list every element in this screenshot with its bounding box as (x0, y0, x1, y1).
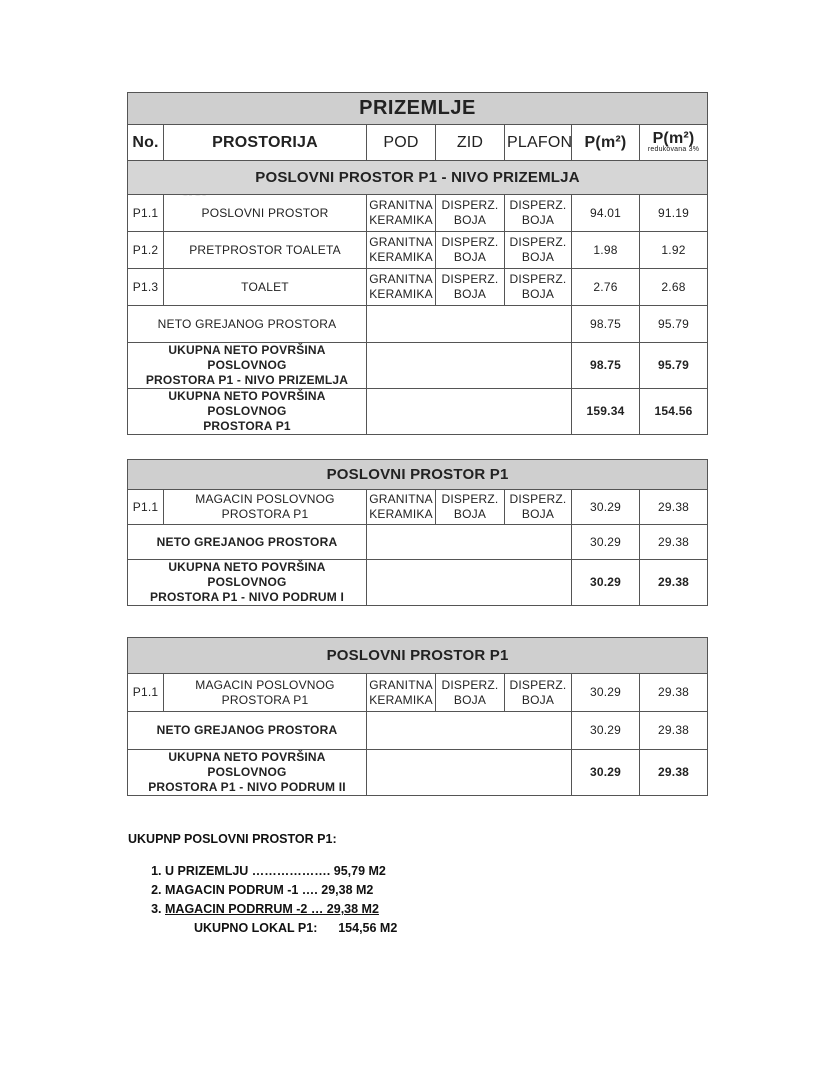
total-row (128, 343, 708, 389)
total-row (128, 750, 708, 796)
row-plafon: DISPERZ. BOJA (505, 490, 572, 525)
row-no: P1.2 (128, 232, 164, 269)
row-name: MAGACIN POSLOVNOG PROSTORA P1 (164, 674, 367, 712)
row-no: P1.1 (128, 195, 164, 232)
col-header-no: No. (128, 125, 164, 161)
neto-label: NETO GREJANOG PROSTORA (128, 712, 367, 750)
row-p: 30.29 (572, 674, 640, 712)
row-plafon: DISPERZ. BOJA (505, 674, 572, 712)
row-name: PRETPROSTOR TOALETA (164, 232, 367, 269)
row-plafon: DISPERZ. BOJA (505, 195, 572, 232)
row-no: P1.3 (128, 269, 164, 306)
row-p-reduced: 29.38 (640, 490, 708, 525)
table-row (128, 269, 708, 306)
neto-empty (367, 306, 572, 343)
table-row (128, 195, 708, 232)
total-p-reduced: 95.79 (640, 343, 708, 389)
neto-label: NETO GREJANOG PROSTORA (128, 525, 367, 560)
summary-item: 2. MAGACIN PODRUM -1 …. 29,38 M2 (165, 881, 397, 900)
row-p: 30.29 (572, 490, 640, 525)
table-title: PRIZEMLJE (128, 93, 708, 125)
total-p-reduced: 29.38 (640, 750, 708, 796)
total-empty (367, 750, 572, 796)
row-plafon: DISPERZ. BOJA (505, 269, 572, 306)
row-zid: DISPERZ. BOJA (436, 232, 505, 269)
grand-total-label: UKUPNA NETO POVRŠINA POSLOVNOG PROSTORA P1 (128, 389, 367, 435)
row-p: 1.98 (572, 232, 640, 269)
total-row (128, 560, 708, 606)
neto-empty (367, 712, 572, 750)
neto-label: NETO GREJANOG PROSTORA (128, 306, 367, 343)
grand-total-empty (367, 389, 572, 435)
row-name: POSLOVNI PROSTOR (164, 195, 367, 232)
row-zid: DISPERZ. BOJA (436, 674, 505, 712)
summary-item: 1. U PRIZEMLJU ………………. 95,79 M2 (165, 862, 397, 881)
summary-section (128, 832, 397, 938)
neto-p: 30.29 (572, 712, 640, 750)
neto-p: 30.29 (572, 525, 640, 560)
total-p: 30.29 (572, 750, 640, 796)
row-name: MAGACIN POSLOVNOG PROSTORA P1 (164, 490, 367, 525)
section-header: POSLOVNI PROSTOR P1 - NIVO PRIZEMLJA (128, 161, 708, 195)
neto-p-reduced: 95.79 (640, 306, 708, 343)
row-p: 2.76 (572, 269, 640, 306)
total-p: 30.29 (572, 560, 640, 606)
col-header-p-reduced-label: P(m²) (652, 130, 695, 147)
col-header-p: P(m²) (572, 125, 640, 161)
row-pod: GRANITNA KERAMIKA (367, 195, 436, 232)
total-empty (367, 343, 572, 389)
summary-title: UKUPNP POSLOVNI PROSTOR P1: (128, 832, 337, 846)
grand-total-p-reduced: 154.56 (640, 389, 708, 435)
total-label: UKUPNA NETO POVRŠINA POSLOVNOG PROSTORA P1 - NIVO PRIZEMLJA (128, 343, 367, 389)
total-label: UKUPNA NETO POVRŠINA POSLOVNOG PROSTORA P1 - NIVO PODRUM I (128, 560, 367, 606)
neto-p: 98.75 (572, 306, 640, 343)
neto-row (128, 525, 708, 560)
neto-empty (367, 525, 572, 560)
neto-row (128, 306, 708, 343)
total-empty (367, 560, 572, 606)
col-header-plafon: PLAFON (505, 125, 572, 161)
summary-list (128, 862, 397, 919)
podrum-2-table (127, 637, 708, 796)
table-row (128, 490, 708, 525)
col-header-prostorija: PROSTORIJA (164, 125, 367, 161)
neto-p-reduced: 29.38 (640, 712, 708, 750)
summary-item: 3. MAGACIN PODRRUM -2 … 29,38 M2 (165, 900, 397, 919)
total-p: 98.75 (572, 343, 640, 389)
row-zid: DISPERZ. BOJA (436, 269, 505, 306)
prizemlje-table (127, 92, 708, 435)
table-row (128, 674, 708, 712)
row-p-reduced: 91.19 (640, 195, 708, 232)
row-pod: GRANITNA KERAMIKA (367, 490, 436, 525)
table-row (128, 232, 708, 269)
grand-total-row (128, 389, 708, 435)
neto-p-reduced: 29.38 (640, 525, 708, 560)
summary-total: UKUPNO LOKAL P1: 154,56 M2 (194, 921, 398, 935)
total-p-reduced: 29.38 (640, 560, 708, 606)
neto-row (128, 712, 708, 750)
row-pod: GRANITNA KERAMIKA (367, 674, 436, 712)
col-header-p-reduced (640, 125, 708, 161)
col-header-zid: ZID (436, 125, 505, 161)
row-plafon: DISPERZ. BOJA (505, 232, 572, 269)
row-no: P1.1 (128, 490, 164, 525)
row-p-reduced: 1.92 (640, 232, 708, 269)
grand-total-p: 159.34 (572, 389, 640, 435)
row-p: 94.01 (572, 195, 640, 232)
row-no: P1.1 (128, 674, 164, 712)
row-zid: DISPERZ. BOJA (436, 490, 505, 525)
table-title: POSLOVNI PROSTOR P1 (128, 638, 708, 674)
row-p-reduced: 29.38 (640, 674, 708, 712)
table-title: POSLOVNI PROSTOR P1 (128, 460, 708, 490)
total-label: UKUPNA NETO POVRŠINA POSLOVNOG PROSTORA P1 - NIVO PODRUM II (128, 750, 367, 796)
row-p-reduced: 2.68 (640, 269, 708, 306)
row-pod: GRANITNA KERAMIKA (367, 269, 436, 306)
col-header-p-reduced-note: redukovana 3% (647, 146, 700, 153)
podrum-1-table (127, 459, 708, 606)
row-pod: GRANITNA KERAMIKA (367, 232, 436, 269)
row-name: TOALET (164, 269, 367, 306)
col-header-pod: POD (367, 125, 436, 161)
row-zid: DISPERZ. BOJA (436, 195, 505, 232)
